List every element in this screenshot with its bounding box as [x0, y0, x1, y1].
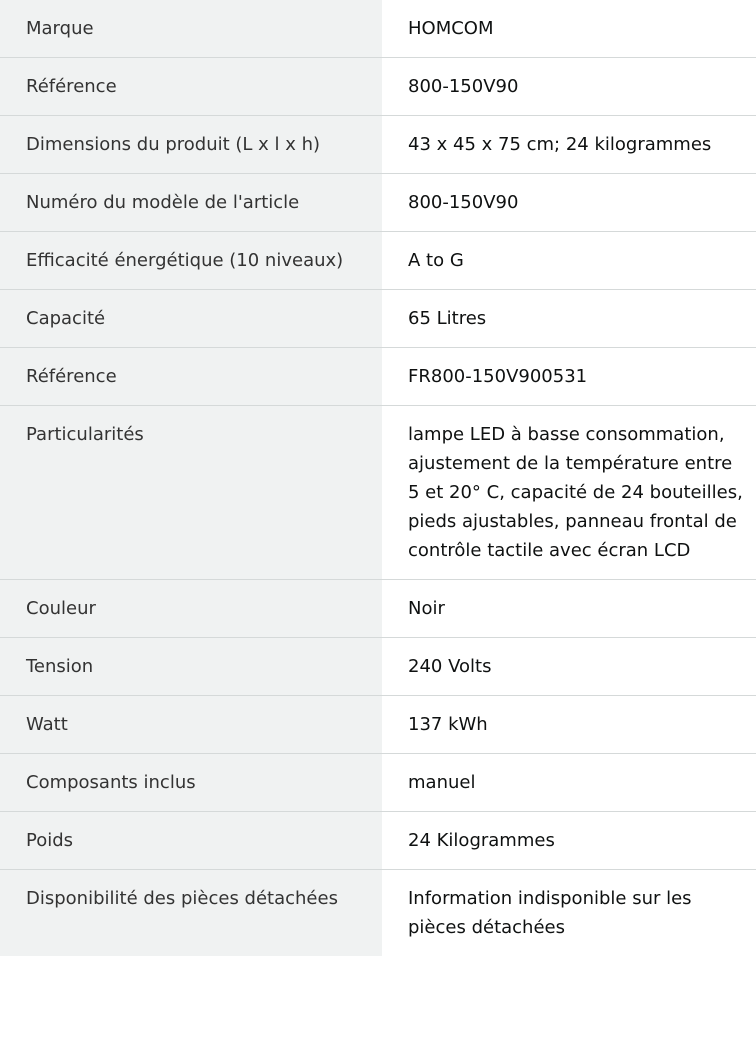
spec-value: A to G	[382, 232, 756, 290]
spec-value: Information indisponible sur les pièces détachées	[382, 870, 756, 957]
table-row	[0, 232, 756, 290]
spec-label: Tension	[0, 638, 382, 696]
table-row	[0, 812, 756, 870]
spec-value: Noir	[382, 580, 756, 638]
table-row	[0, 754, 756, 812]
table-row	[0, 870, 756, 957]
spec-value: 43 x 45 x 75 cm; 24 kilogrammes	[382, 116, 756, 174]
spec-value: FR800-150V900531	[382, 348, 756, 406]
spec-value: 240 Volts	[382, 638, 756, 696]
spec-value: 24 Kilogrammes	[382, 812, 756, 870]
spec-label: Référence	[0, 348, 382, 406]
spec-label: Marque	[0, 0, 382, 58]
spec-label: Référence	[0, 58, 382, 116]
spec-label: Dimensions du produit (L x l x h)	[0, 116, 382, 174]
table-row	[0, 696, 756, 754]
spec-value: 800-150V90	[382, 174, 756, 232]
spec-label: Disponibilité des pièces détachées	[0, 870, 382, 957]
table-row	[0, 116, 756, 174]
spec-value: 65 Litres	[382, 290, 756, 348]
spec-label: Watt	[0, 696, 382, 754]
spec-label: Particularités	[0, 406, 382, 580]
table-row	[0, 174, 756, 232]
spec-label: Couleur	[0, 580, 382, 638]
table-row	[0, 406, 756, 580]
spec-label: Numéro du modèle de l'article	[0, 174, 382, 232]
table-row	[0, 580, 756, 638]
spec-label: Composants inclus	[0, 754, 382, 812]
table-row	[0, 58, 756, 116]
table-row	[0, 348, 756, 406]
spec-value: lampe LED à basse consommation, ajustement de la température entre 5 et 20° C, capacité de 24 bouteilles, pieds ajustables, panneau frontal de contrôle tactile avec écran LCD	[382, 406, 756, 580]
spec-label: Capacité	[0, 290, 382, 348]
spec-label: Poids	[0, 812, 382, 870]
spec-value: 137 kWh	[382, 696, 756, 754]
spec-value: HOMCOM	[382, 0, 756, 58]
spec-value: 800-150V90	[382, 58, 756, 116]
table-row	[0, 638, 756, 696]
table-row	[0, 0, 756, 58]
spec-value: manuel	[382, 754, 756, 812]
table-row	[0, 290, 756, 348]
spec-label: Efficacité énergétique (10 niveaux)	[0, 232, 382, 290]
